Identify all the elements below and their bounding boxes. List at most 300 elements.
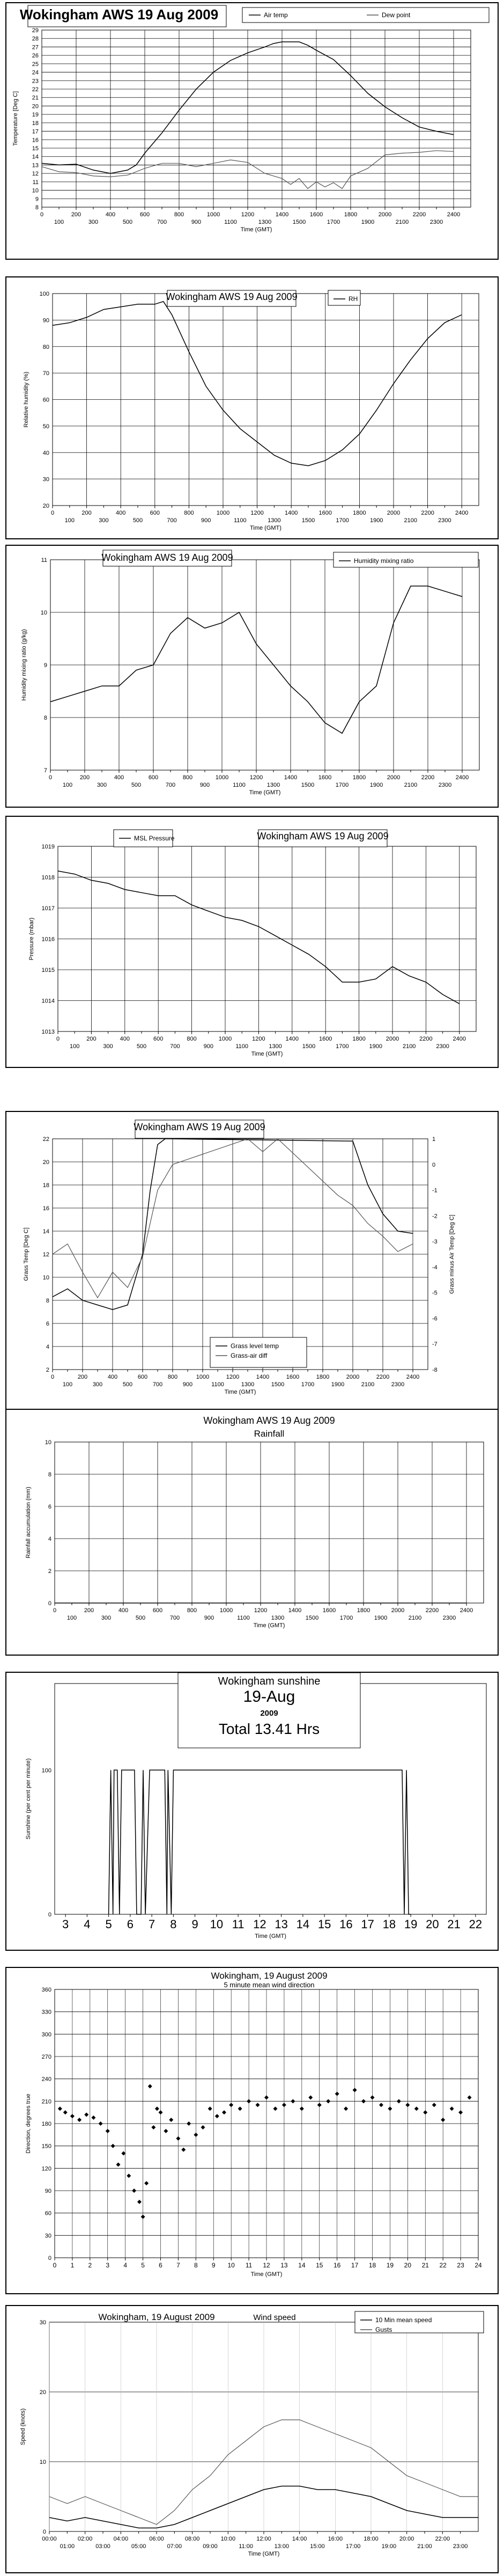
rh-xtick-label-minor: 700 <box>167 517 177 524</box>
wspd-xtick-label: 10:00 <box>220 2536 236 2542</box>
wdir-xtick-label: 0 <box>53 2262 57 2269</box>
sun-title: Wokingham sunshine <box>218 1675 321 1687</box>
mix-xtick-label: 1600 <box>318 774 332 781</box>
wdir-xtick-label: 2 <box>88 2262 92 2269</box>
temp-ytick-label: 12 <box>32 171 39 178</box>
sun-xaxis-label: Time (GMT) <box>255 1933 286 1940</box>
mix-xtick-label-minor: 1900 <box>369 782 383 788</box>
mix-xtick-label-minor: 2100 <box>404 782 418 788</box>
temp-ytick-label: 19 <box>32 112 39 119</box>
sun-xtick-label: 10 <box>210 1918 224 1931</box>
wspd-xtick-label-minor: 03:00 <box>95 2543 110 2550</box>
grass-y2tick-label: -1 <box>432 1187 438 1194</box>
rh-xtick-label-minor: 1100 <box>233 517 247 524</box>
sun-xtick-label: 20 <box>426 1918 439 1931</box>
wdir-xaxis-label: Time (GMT) <box>250 2271 283 2278</box>
wdir-ytick-label: 120 <box>41 2165 51 2172</box>
press-ytick-label: 1019 <box>41 844 55 850</box>
rh-xtick-label-minor: 900 <box>201 517 211 524</box>
press-ytick-label: 1017 <box>41 905 55 912</box>
press-xtick-label-minor: 1300 <box>269 1043 282 1050</box>
press-xtick-label: 2400 <box>453 1036 466 1042</box>
wspd-xaxis-label: Time (GMT) <box>248 2551 280 2557</box>
wdir-xtick-label: 21 <box>421 2262 429 2269</box>
press-svg <box>6 817 498 1067</box>
press-xtick-label: 1800 <box>352 1036 366 1042</box>
wspd-xtick-label-minor: 21:00 <box>417 2543 432 2550</box>
press-xtick-label: 2000 <box>386 1036 399 1042</box>
wdir-ytick-label: 300 <box>41 2031 51 2038</box>
rain-ytick-label: 0 <box>48 1600 51 1607</box>
sun-yaxis-label: Sunshine (per cent per minute) <box>25 1758 32 1840</box>
wdir-xtick-label: 13 <box>280 2262 288 2269</box>
rh-xtick-label: 800 <box>184 510 194 516</box>
wspd-ytick-label: 10 <box>39 2459 46 2465</box>
grass-xtick-label: 1200 <box>226 1374 240 1380</box>
wspd-xtick-label-minor: 09:00 <box>203 2543 218 2550</box>
rain-xtick-label: 0 <box>53 1607 57 1614</box>
wdir-xtick-label: 20 <box>404 2262 412 2269</box>
sun-xtick-label: 19 <box>404 1918 418 1931</box>
mix-ytick-label: 10 <box>40 610 47 616</box>
grass-ytick-label: 16 <box>42 1205 49 1212</box>
wspd-xtick-label: 08:00 <box>184 2536 200 2542</box>
rain-xtick-label: 2200 <box>425 1607 439 1614</box>
rain-xtick-label: 1200 <box>254 1607 268 1614</box>
sun-xtick-label: 5 <box>105 1918 112 1931</box>
rh-xtick-label: 2000 <box>387 510 401 516</box>
grass-ytick-label: 12 <box>42 1252 49 1258</box>
rh-xtick-label: 600 <box>150 510 160 516</box>
grass-ytick-label: 18 <box>42 1182 49 1189</box>
rh-xtick-label: 2200 <box>421 510 434 516</box>
wspd-xtick-label-minor: 13:00 <box>274 2543 290 2550</box>
grass-xtick-label: 2200 <box>376 1374 390 1380</box>
grass-xtick-label-minor: 700 <box>152 1381 163 1388</box>
mix-xaxis-label: Time (GMT) <box>249 789 281 796</box>
press-xtick-label: 1600 <box>318 1036 332 1042</box>
grass-xtick-label: 1600 <box>286 1374 300 1380</box>
wdir-ytick-label: 90 <box>45 2188 51 2194</box>
mix-xtick-label: 1200 <box>249 774 263 781</box>
temp-xtick-label-minor: 2300 <box>429 219 443 225</box>
wspd-xtick-label: 18:00 <box>364 2536 379 2542</box>
press-ytick-label: 1018 <box>41 874 55 881</box>
grass-title: Wokingham AWS 19 Aug 2009 <box>134 1122 265 1132</box>
temp-ytick-label: 29 <box>32 27 39 34</box>
rh-xtick-label: 1600 <box>318 510 332 516</box>
sun-xtick-label: 4 <box>84 1918 91 1931</box>
grass-xtick-label-minor: 1900 <box>331 1381 345 1388</box>
temp-ytick-label: 21 <box>32 94 39 101</box>
mix-xtick-label: 800 <box>182 774 193 781</box>
temp-yaxis-label: Temperature [Deg C] <box>12 91 19 147</box>
sun-xtick-label: 18 <box>382 1918 396 1931</box>
mix-svg <box>6 546 498 807</box>
press-xtick-label-minor: 2300 <box>436 1043 449 1050</box>
mix-xtick-label: 2400 <box>455 774 469 781</box>
wdir-ytick-label: 0 <box>48 2255 51 2262</box>
wdir-ytick-label: 270 <box>41 2054 51 2060</box>
rh-xtick-label-minor: 100 <box>64 517 75 524</box>
wspd-yaxis-label: Speed (knots) <box>20 2408 26 2446</box>
press-ytick-label: 1013 <box>41 1029 55 1035</box>
wdir-subtitle: 5 minute mean wind direction <box>224 1981 315 1989</box>
press-xtick-label: 200 <box>86 1036 97 1042</box>
rh-xtick-label: 1400 <box>284 510 298 516</box>
wspd-ytick-label: 20 <box>39 2389 46 2396</box>
temp-xtick-label-minor: 1900 <box>361 219 375 225</box>
grass-xtick-label: 1400 <box>256 1374 270 1380</box>
temp-ytick-label: 10 <box>32 187 39 194</box>
press-xtick-label-minor: 300 <box>103 1043 113 1050</box>
grass-ytick-label: 4 <box>46 1344 49 1350</box>
rh-chart-panel <box>5 276 499 539</box>
rain-title: Wokingham AWS 19 Aug 2009 <box>203 1415 335 1426</box>
rain-xtick-label: 400 <box>118 1607 129 1614</box>
grass-xtick-label-minor: 300 <box>92 1381 103 1388</box>
wdir-xtick-label: 5 <box>141 2262 145 2269</box>
temp-xtick-label-minor: 1500 <box>292 219 306 225</box>
rain-plot-area <box>55 1442 484 1603</box>
grass-y2tick-label: -5 <box>432 1290 438 1297</box>
press-xtick-label: 2200 <box>419 1036 433 1042</box>
rh-ytick-label: 50 <box>42 423 49 430</box>
sun-xtick-label: 14 <box>296 1918 310 1931</box>
wdir-xtick-label: 10 <box>227 2262 235 2269</box>
rh-svg <box>6 277 498 538</box>
grass-ytick-label: 20 <box>42 1159 49 1166</box>
mix-ytick-label: 11 <box>41 557 47 564</box>
rh-xtick-label: 1200 <box>250 510 264 516</box>
press-xtick-label-minor: 1900 <box>369 1043 383 1050</box>
mix-ytick-label: 7 <box>43 767 47 774</box>
grass-xtick-label-minor: 1300 <box>241 1381 255 1388</box>
mix-legend-label: Humidity mixing ratio <box>354 557 414 565</box>
rh-xtick-label: 400 <box>116 510 126 516</box>
mix-xtick-label-minor: 500 <box>131 782 142 788</box>
rh-ytick-label: 30 <box>42 476 49 483</box>
wdir-ytick-label: 240 <box>41 2076 51 2083</box>
wdir-ytick-label: 180 <box>41 2121 51 2127</box>
temp-xtick-label: 2200 <box>412 211 426 218</box>
mix-xtick-label: 0 <box>48 774 53 781</box>
mix-xtick-label-minor: 1100 <box>233 782 246 788</box>
grass-ytick-label: 6 <box>46 1321 49 1327</box>
sun-year: 2009 <box>260 1709 278 1718</box>
press-xtick-label: 800 <box>187 1036 197 1042</box>
rh-xtick-label-minor: 300 <box>99 517 109 524</box>
press-xtick-label: 1000 <box>218 1036 232 1042</box>
grass-legend-label: Grass-air diff <box>231 1352 268 1359</box>
wspd-xtick-label: 06:00 <box>149 2536 164 2542</box>
wdir-xtick-label: 16 <box>333 2262 341 2269</box>
temp-ytick-label: 26 <box>32 53 39 60</box>
wdir-title: Wokingham, 19 August 2009 <box>211 1971 328 1981</box>
sun-xtick-label: 12 <box>253 1918 266 1931</box>
grass-xtick-label-minor: 1100 <box>211 1381 224 1388</box>
rh-xtick-label-minor: 1500 <box>301 517 315 524</box>
wspd-xtick-label: 12:00 <box>256 2536 271 2542</box>
sun-xtick-label: 15 <box>317 1918 331 1931</box>
mix-xtick-label: 1000 <box>215 774 229 781</box>
temp-ytick-label: 17 <box>32 128 39 135</box>
wspd-xtick-label: 16:00 <box>328 2536 343 2542</box>
temp-xtick-label-minor: 100 <box>54 219 64 225</box>
wspd-xtick-label: 22:00 <box>435 2536 450 2542</box>
mixing-ratio-chart-panel <box>5 545 499 808</box>
sun-xtick-label: 21 <box>447 1918 461 1931</box>
grass-ytick-label: 2 <box>46 1367 49 1373</box>
wspd-xtick-label-minor: 23:00 <box>453 2543 468 2550</box>
grass-y2tick-label: -6 <box>432 1315 438 1322</box>
pressure-chart-panel <box>5 816 499 1068</box>
wspd-svg <box>6 2306 498 2572</box>
wdir-xtick-label: 24 <box>475 2262 482 2269</box>
rain-ytick-label: 2 <box>48 1568 51 1575</box>
rh-ytick-label: 70 <box>42 370 49 377</box>
rain-xtick-label-minor: 1700 <box>339 1615 353 1621</box>
sun-xtick-label: 17 <box>361 1918 374 1931</box>
grass-xtick-label: 600 <box>137 1374 148 1380</box>
temp-xtick-label-minor: 500 <box>122 219 133 225</box>
grass-svg <box>6 1112 498 1410</box>
temp-xtick-label: 1800 <box>344 211 358 218</box>
temp-xtick-label-minor: 900 <box>191 219 202 225</box>
wdir-xtick-label: 4 <box>123 2262 128 2269</box>
wdir-xtick-label: 14 <box>298 2262 306 2269</box>
grass-ytick-label: 8 <box>46 1298 49 1304</box>
temp-ytick-label: 18 <box>32 120 39 127</box>
temp-xtick-label-minor: 1100 <box>224 219 237 225</box>
rain-xtick-label: 2400 <box>459 1607 473 1614</box>
press-xtick-label-minor: 500 <box>136 1043 147 1050</box>
press-legend-label: MSL Pressure <box>134 835 175 842</box>
grass-xtick-label-minor: 100 <box>62 1381 73 1388</box>
grass-y2tick-label: -7 <box>432 1341 438 1348</box>
temp-title: Wokingham AWS 19 Aug 2009 <box>19 6 219 23</box>
sun-xtick-label: 11 <box>232 1918 244 1931</box>
rain-xtick-label: 200 <box>84 1607 94 1614</box>
grass-legend-label: Grass level temp <box>231 1342 279 1350</box>
rh-ytick-label: 90 <box>42 317 49 324</box>
grass-xaxis-label: Time (GMT) <box>224 1389 256 1395</box>
sunshine-chart-panel <box>5 1672 499 1951</box>
mix-xtick-label-minor: 1300 <box>266 782 280 788</box>
rain-xtick-label-minor: 900 <box>204 1615 214 1621</box>
press-yaxis-label: Pressure (mbar) <box>28 917 35 961</box>
temp-ytick-label: 11 <box>32 179 39 186</box>
temp-ytick-label: 13 <box>32 162 39 169</box>
rh-xtick-label-minor: 2100 <box>404 517 418 524</box>
rain-xtick-label-minor: 2100 <box>408 1615 422 1621</box>
temp-ytick-label: 23 <box>32 78 39 85</box>
wspd-xtick-label-minor: 01:00 <box>60 2543 75 2550</box>
press-xtick-label: 1200 <box>252 1036 265 1042</box>
mix-xtick-label: 600 <box>148 774 159 781</box>
sun-ytick-label: 100 <box>41 1767 51 1774</box>
press-xtick-label-minor: 700 <box>170 1043 180 1050</box>
mix-xtick-label-minor: 1500 <box>301 782 315 788</box>
wspd-xtick-label-minor: 11:00 <box>239 2543 254 2550</box>
wdir-xtick-label: 18 <box>368 2262 376 2269</box>
temp-ytick-label: 8 <box>35 204 39 211</box>
grass-y2tick-label: -4 <box>432 1264 438 1271</box>
sun-xtick-label: 7 <box>149 1918 155 1931</box>
grass-ytick-label: 14 <box>42 1228 49 1235</box>
mix-ytick-label: 8 <box>43 715 47 721</box>
press-ytick-label: 1015 <box>41 967 55 974</box>
rain-yaxis-label: Rainfall accumulation (mm) <box>25 1487 32 1558</box>
sun-xtick-label: 13 <box>275 1918 288 1931</box>
rain-xtick-label-minor: 1100 <box>237 1615 250 1621</box>
press-xaxis-label: Time (GMT) <box>251 1051 283 1057</box>
wdir-xtick-label: 1 <box>70 2262 75 2269</box>
grass-temp-chart-panel <box>5 1111 499 1411</box>
press-xtick-label: 400 <box>120 1036 130 1042</box>
temp-ytick-label: 28 <box>32 35 39 42</box>
grass-xtick-label: 2400 <box>406 1374 420 1380</box>
rain-xtick-label-minor: 1500 <box>305 1615 319 1621</box>
rain-xtick-label: 2000 <box>391 1607 405 1614</box>
rain-subtitle: Rainfall <box>254 1429 285 1439</box>
rh-xtick-label-minor: 2300 <box>438 517 451 524</box>
rh-ytick-label: 100 <box>39 291 49 297</box>
mix-xtick-label-minor: 300 <box>97 782 107 788</box>
wdir-xtick-label: 23 <box>457 2262 464 2269</box>
rainfall-chart-panel <box>5 1409 499 1656</box>
mix-xtick-label-minor: 100 <box>62 782 73 788</box>
wdir-ytick-label: 360 <box>41 1987 51 1993</box>
wdir-xtick-label: 9 <box>211 2262 216 2269</box>
wdir-ytick-label: 60 <box>45 2210 51 2217</box>
grass-xtick-label-minor: 900 <box>182 1381 193 1388</box>
wdir-xtick-label: 19 <box>386 2262 394 2269</box>
temp-xtick-label: 600 <box>139 211 150 218</box>
wspd-xtick-label: 04:00 <box>113 2536 129 2542</box>
mix-xtick-label-minor: 900 <box>199 782 210 788</box>
temp-plot-area <box>42 30 471 207</box>
rh-xtick-label-minor: 1300 <box>268 517 281 524</box>
temp-ytick-label: 15 <box>32 145 39 152</box>
grass-yaxis-label: Grass Temp [Deg C] <box>23 1227 29 1281</box>
temp-xaxis-label: Time (GMT) <box>240 226 272 233</box>
temp-ytick-label: 20 <box>32 103 39 110</box>
press-xtick-label-minor: 1700 <box>336 1043 349 1050</box>
wspd-ytick-label: 0 <box>42 2529 46 2535</box>
mix-xtick-label: 1800 <box>352 774 366 781</box>
temp-xtick-label: 1400 <box>275 211 289 218</box>
temp-legend-label: Air temp <box>264 11 288 19</box>
sun-ytick-label: 0 <box>48 1912 51 1918</box>
mix-xtick-label: 2000 <box>387 774 401 781</box>
mix-title: Wokingham AWS 19 Aug 2009 <box>101 552 233 563</box>
wspd-legend-label: Gusts <box>375 2326 392 2333</box>
rain-xtick-label: 1400 <box>288 1607 302 1614</box>
temp-ytick-label: 24 <box>32 69 39 76</box>
temp-ytick-label: 25 <box>32 61 39 68</box>
wspd-xtick-label: 00:00 <box>42 2536 57 2542</box>
rh-title: Wokingham AWS 19 Aug 2009 <box>166 291 298 302</box>
mix-xtick-label-minor: 2300 <box>438 782 452 788</box>
wind-direction-chart-panel <box>5 1967 499 2294</box>
wdir-xtick-label: 12 <box>263 2262 270 2269</box>
press-xtick-label: 1400 <box>285 1036 299 1042</box>
grass-xtick-label-minor: 2100 <box>361 1381 375 1388</box>
mix-xtick-label-minor: 1700 <box>335 782 349 788</box>
wspd-xtick-label-minor: 05:00 <box>131 2543 146 2550</box>
sun-xtick-label: 6 <box>127 1918 134 1931</box>
rain-xtick-label: 1800 <box>357 1607 370 1614</box>
grass-ytick-label: 22 <box>42 1136 49 1143</box>
rain-xtick-label-minor: 500 <box>135 1615 146 1621</box>
press-xtick-label-minor: 900 <box>203 1043 213 1050</box>
rh-xtick-label: 0 <box>50 510 55 516</box>
wdir-xtick-label: 17 <box>351 2262 359 2269</box>
grass-xtick-label: 1800 <box>316 1374 330 1380</box>
rh-ytick-label: 80 <box>42 343 49 350</box>
rain-xtick-label-minor: 2300 <box>442 1615 456 1621</box>
temp-xtick-label: 1000 <box>206 211 220 218</box>
rh-ytick-label: 40 <box>42 450 49 457</box>
sun-xtick-label: 16 <box>339 1918 353 1931</box>
grass-xtick-label: 800 <box>167 1374 178 1380</box>
rh-xaxis-label: Time (GMT) <box>250 525 281 531</box>
rain-svg <box>6 1410 498 1655</box>
temp-ytick-label: 14 <box>32 153 39 160</box>
temp-ytick-label: 9 <box>35 196 39 203</box>
mix-xtick-label-minor: 700 <box>165 782 176 788</box>
grass-xtick-label-minor: 500 <box>122 1381 133 1388</box>
press-xtick-label: 600 <box>153 1036 164 1042</box>
wspd-xtick-label: 14:00 <box>292 2536 307 2542</box>
rain-xtick-label-minor: 300 <box>101 1615 112 1621</box>
rain-ytick-label: 4 <box>48 1536 51 1542</box>
temp-xtick-label: 200 <box>71 211 81 218</box>
temp-xtick-label: 2000 <box>378 211 392 218</box>
wdir-xtick-label: 6 <box>159 2262 162 2269</box>
wdir-xtick-label: 15 <box>316 2262 323 2269</box>
rain-xtick-label-minor: 100 <box>66 1615 77 1621</box>
sun-svg <box>6 1673 498 1950</box>
sun-xtick-label: 9 <box>191 1918 198 1931</box>
grass-xtick-label: 1000 <box>196 1374 210 1380</box>
temp-xtick-label-minor: 1300 <box>258 219 272 225</box>
wspd-xtick-label-minor: 17:00 <box>345 2543 361 2550</box>
wind-speed-chart-panel <box>5 2305 499 2573</box>
wspd-xtick-label: 20:00 <box>399 2536 414 2542</box>
wdir-xtick-label: 7 <box>176 2262 180 2269</box>
press-xtick-label-minor: 1500 <box>302 1043 316 1050</box>
rh-ytick-label: 60 <box>42 397 49 404</box>
rain-xtick-label-minor: 700 <box>169 1615 180 1621</box>
sun-xtick-label: 22 <box>469 1918 483 1931</box>
rain-xtick-label: 1000 <box>219 1607 233 1614</box>
mix-xtick-label: 200 <box>79 774 90 781</box>
rain-ytick-label: 8 <box>48 1472 51 1478</box>
grass-xtick-label-minor: 1700 <box>301 1381 315 1388</box>
rain-ytick-label: 6 <box>48 1504 51 1510</box>
rh-xtick-label-minor: 1700 <box>336 517 349 524</box>
grass-xtick-label: 2000 <box>346 1374 360 1380</box>
wspd-xtick-label-minor: 19:00 <box>381 2543 397 2550</box>
rh-xtick-label: 200 <box>81 510 92 516</box>
rh-xtick-label: 2400 <box>455 510 469 516</box>
rh-legend-label: RH <box>349 295 358 303</box>
sun-xtick-label: 3 <box>62 1918 69 1931</box>
temp-legend-label: Dew point <box>382 11 411 19</box>
rain-xtick-label: 1600 <box>322 1607 336 1614</box>
